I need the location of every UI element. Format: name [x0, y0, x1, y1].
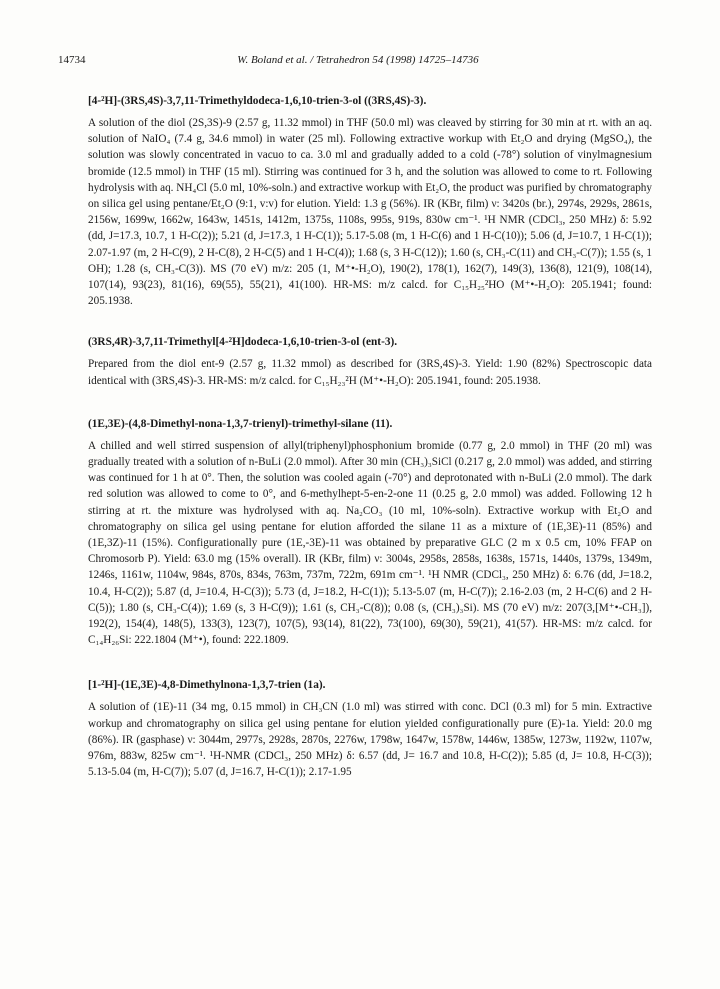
experimental-section [88, 678, 652, 780]
section-paragraph: A chilled and well stirred suspension of allyl(triphenyl)phosphonium bromide (0.77 g, 2.0 mmol) in THF (20 ml) was gradually treated with a solution of n-BuLi (2.0 mmol). After 30 min (CH₃)₃SiCl (0.217 g, 2.0 mmol) was added, and stirring was continued for 1 h at 0°. Then, the solution was cooled again (-70°) and deprotonated with n-BuLi (2.0 mmol). The dark red solution was allowed to come to 0°, and 6-methylhept-5-en-2-one 11 (0.25 g, 2.0 mmol) was added. Following 12 h stirring at rt. the mixture was hydrolysed with aq. Na₂CO₃ (10 ml, 10%-soln). Extractive workup with Et₂O and chromatography on silica gel using pentane for elution afforded the silane 11 as a mixture of (1E,3E)-11 (85%) and (1E,3Z)-11 (15%). Configurationally pure (1E,-3E)-11 was obtained by preparative GLC (2 m x 0.5 cm, 10% FFAP on Chromosorb P). Yield: 63.0 mg (15% overall). IR (KBr, film) ν: 3004s, 2958s, 2858s, 1638s, 1571s, 1440s, 1379s, 1349m, 1246s, 1161w, 1104w, 984s, 870s, 834s, 763m, 737m, 722m, 691m cm⁻¹. ¹H NMR (CDCl₃, 250 MHz) δ: 6.76 (dd, J=18.2, 10.4, H-C(2)); 5.87 (d, J=10.4, H-C(3)); 5.73 (d, J=18.2, H-C(1)); 5.13-5.07 (m, H-C(7)); 2.16-2.03 (m, 2 H-C(6) and 2 H-C(5)); 1.80 (s, CH₃-C(4)); 1.69 (s, 3 H-C(9)); 1.61 (s, CH₃-C(8)); 0.08 (s, (CH₃)₃Si). MS (70 eV) m/z: 207(3,[M⁺•-CH₃]), 192(2), 154(4), 148(5), 133(3), 123(7), 107(5), 93(14), 81(22), 73(100), 69(30), 59(21), 41(57). HR-MS: m/z calcd. for C₁₄H₂₆Si: 222.1804 (M⁺•), found: 222.1809. [88, 439, 652, 647]
section-heading: (3RS,4R)-3,7,11-Trimethyl[4-²H]dodeca-1,6,10-trien-3-ol (ent-3). [88, 336, 398, 349]
article-body [88, 94, 652, 801]
section-heading: (1E,3E)-(4,8-Dimethyl-nona-1,3,7-trienyl)-trimethyl-silane (11). [88, 417, 393, 430]
page-number: 14734 [58, 54, 86, 66]
section-paragraph: A solution of the diol (2S,3S)-9 (2.57 g, 11.32 mmol) in THF (50.0 ml) was cleaved by stirring for 30 min at rt. with an aq. solution of NaIO₄ (7.4 g, 34.6 mmol) in water (25 ml). Following extractive workup with Et₂O and drying (MgSO₄), the solution was slowly concentrated in vacuo to ca. 3.0 ml and gradually added to a cold (-78°) solution of vinylmagnesium bromide (12.5 mmol) in THF (15 ml). Stirring was continued for 3 h, and the solution was allowed to come to rt. Following hydrolysis with aq. NH₄Cl (5.0 ml, 10%-soln.) and extractive workup with Et₂O, the product was purified by chromatography on silica gel using pentane/Et₂O (9:1, v:v) for elution. Yield: 1.3 g (56%). IR (KBr, film) ν: 3420s (br.), 2974s, 2929s, 2861s, 2156w, 1699w, 1662w, 1643w, 1451s, 1412m, 1375s, 1108s, 995s, 919s, 830w cm⁻¹. ¹H NMR (CDCl₃, 250 MHz) δ: 5.92 (dd, J=17.3, 10.7, 1 H-C(2)); 5.21 (d, J=17.3, 1 H-C(1)); 5.17-5.08 (m, 1 H-C(6) and 1 H-C(10)); 5.06 (d, J=10.7, 1 H-C(1)); 2.07-1.97 (m, 2 H-C(9), 2 H-C(8), 2 H-C(5) and 1 H-C(4)); 1.68 (s, 3 H-C(12)); 1.60 (s, CH₃-C(11) and CH₃-C(7)); 1.55 (s, 1 OH); 1.28 (s, CH₃-C(3)). MS (70 eV) m/z: 205 (1, M⁺•-H₂O), 190(2), 178(1), 162(7), 149(3), 136(8), 121(9), 108(14), 107(14), 93(23), 81(16), 69(55), 55(21), 41(100). HR-MS: m/z calcd. for C₁₅H₂₅²HO (M⁺•-H₂O): 205.1941; found: 205.1938. [88, 117, 652, 308]
section-paragraph: A solution of (1E)-11 (34 mg, 0.15 mmol) in CH₃CN (1.0 ml) was stirred with conc. DCl (0.3 ml) for 5 min. Extractive workup and chromatography on silica gel using pentane for elution yielded configurationally pure (E)-1a. Yield: 20.0 mg (86%). IR (gasphase) ν: 3044m, 2977s, 2928s, 2870s, 2276w, 1798w, 1647w, 1578w, 1446w, 1385w, 1273w, 1192w, 1107w, 976m, 883w, 825w cm⁻¹. ¹H-NMR (CDCl₃, 250 MHz) δ: 6.57 (dd, J= 16.7 and 10.8, H-C(2)); 5.85 (d, J= 10.8, H-C(3)); 5.13-5.04 (m, H-C(7)); 5.07 (d, J=16.7, H-C(1)); 2.17-1.95 [88, 701, 652, 779]
page-header [58, 54, 658, 70]
section-paragraph: Prepared from the diol ent-9 (2.57 g, 11.32 mmol) as described for (3RS,4S)-3. Yield: 1.90 (82%) Spectroscopic data identical with (3RS,4S)-3. HR-MS: m/z calcd. for C₁₅H₂₃²H (M⁺•-H₂O): 205.1941, found: 205.1938. [88, 358, 652, 387]
running-title: W. Boland et al. / Tetrahedron 54 (1998) 14725–14736 [237, 54, 479, 66]
experimental-section [88, 94, 652, 309]
section-heading: [1-²H]-(1E,3E)-4,8-Dimethylnona-1,3,7-trien (1a). [88, 679, 326, 692]
experimental-section [88, 417, 652, 649]
experimental-section [88, 335, 652, 388]
section-heading: [4-²H]-(3RS,4S)-3,7,11-Trimethyldodeca-1,6,10-trien-3-ol ((3RS,4S)-3). [88, 95, 427, 107]
